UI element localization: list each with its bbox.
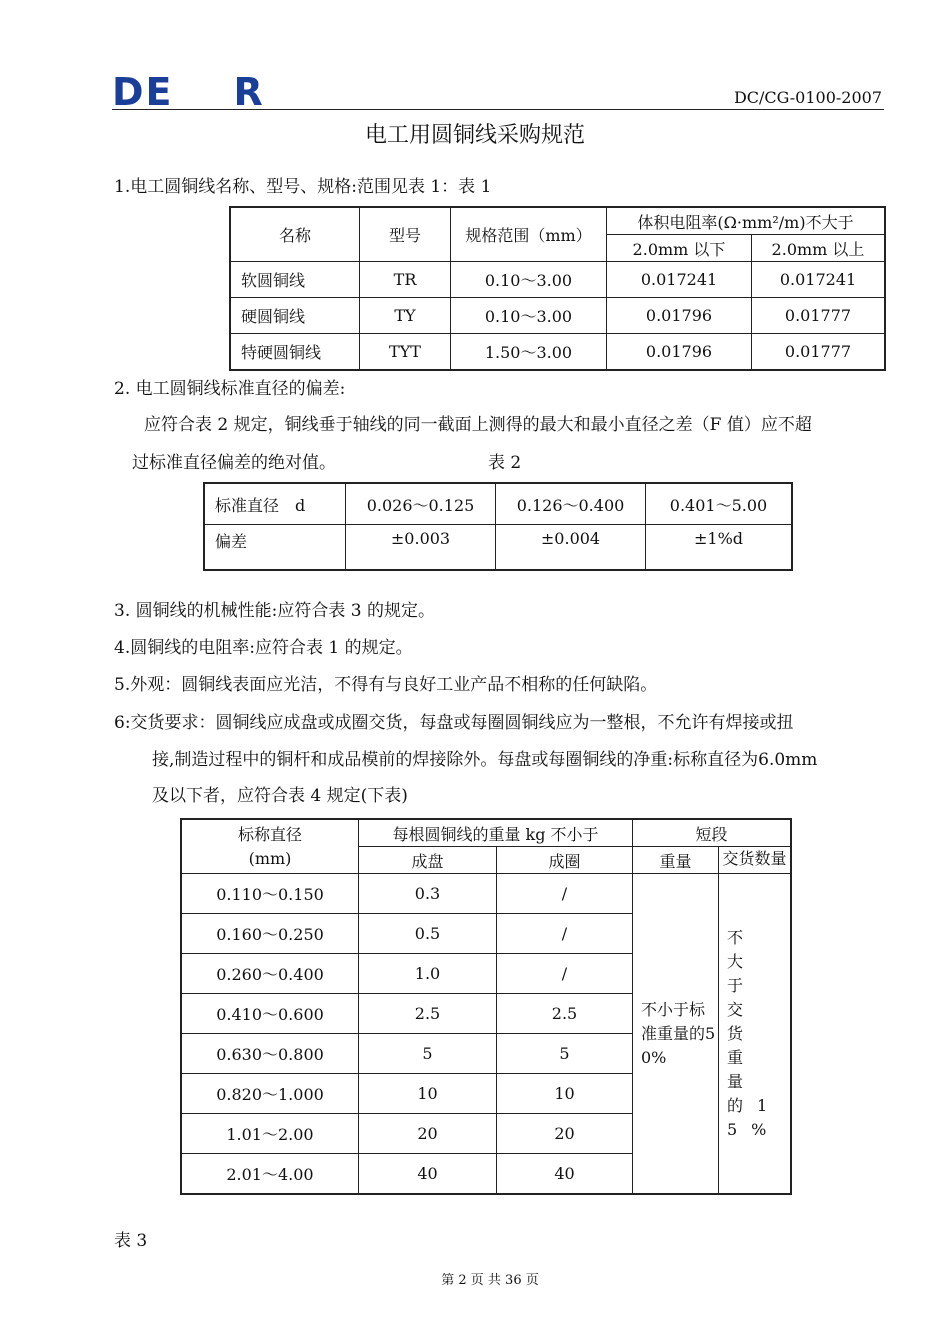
t1-cell-range: 1.50～3.00 — [451, 334, 607, 371]
t2-value-1: ±0.003 — [346, 525, 496, 571]
t4-header-short-qty: 交货数量 — [719, 847, 792, 874]
document-number: DC/CG-0100-2007 — [733, 88, 882, 107]
t4-header-short-weight: 重量 — [633, 847, 719, 874]
t4-cell-diameter: 0.260～0.400 — [181, 954, 359, 994]
t1-cell-name: 软圆铜线 — [230, 262, 360, 298]
table-2-label: 表 2 — [488, 453, 522, 473]
table-3-label: 表 3 — [114, 1231, 148, 1251]
t2-col-3: 0.401～5.00 — [646, 483, 793, 525]
section-6-line-3: 及以下者，应符合表 4 规定(下表) — [152, 786, 408, 806]
t4-header-weight: 每根圆铜线的重量 kg 不小于 — [359, 819, 633, 847]
document-title: 电工用圆铜线采购规范 — [364, 123, 585, 148]
t1-cell-above: 0.017241 — [752, 262, 886, 298]
t4-cell-coil: 5 — [359, 1034, 497, 1074]
t1-header-name: 名称 — [230, 207, 360, 262]
t1-cell-range: 0.10～3.00 — [451, 298, 607, 334]
t4-header-diameter-unit: (mm) — [248, 848, 292, 868]
t2-value-3: ±1%d — [646, 525, 793, 571]
t1-cell-range: 0.10～3.00 — [451, 262, 607, 298]
t4-cell-diameter: 1.01～2.00 — [181, 1114, 359, 1154]
t1-header-below: 2.0mm 以下 — [607, 235, 752, 262]
t4-cell-diameter: 0.820～1.000 — [181, 1074, 359, 1114]
section-5-text: 5.外观：圆铜线表面应光洁，不得有与良好工业产品不相称的任何缺陷。 — [114, 675, 658, 695]
table-4 — [180, 818, 792, 1195]
t4-cell-coil: 20 — [359, 1114, 497, 1154]
page-footer: 第 2 页 共 36 页 — [441, 1273, 539, 1288]
t4-cell-ring: / — [497, 874, 633, 914]
t4-cell-ring: 10 — [497, 1074, 633, 1114]
section-2-body-2: 过标准直径偏差的绝对值。 — [132, 453, 336, 473]
t1-header-range: 规格范围（mm） — [451, 207, 607, 262]
t1-cell-above: 0.01777 — [752, 334, 886, 371]
t4-cell-coil: 0.5 — [359, 914, 497, 954]
t4-header-diameter — [181, 819, 359, 874]
t2-header-label: 标准直径 d — [204, 483, 346, 525]
t1-cell-model: TY — [360, 298, 451, 334]
t2-col-2: 0.126～0.400 — [496, 483, 646, 525]
t2-row-label: 偏差 — [204, 525, 346, 571]
t1-cell-above: 0.01777 — [752, 298, 886, 334]
t4-header-coil: 成盘 — [359, 847, 497, 874]
table-2 — [203, 482, 793, 571]
t4-cell-ring: 20 — [497, 1114, 633, 1154]
t4-cell-ring: 2.5 — [497, 994, 633, 1034]
t4-cell-coil: 40 — [359, 1154, 497, 1195]
section-6-line-2: 接,制造过程中的铜杆和成品模前的焊接除外。每盘或每圈铜线的净重:标称直径为6.0mm — [152, 750, 818, 770]
t4-cell-coil: 10 — [359, 1074, 497, 1114]
t4-cell-diameter: 0.630～0.800 — [181, 1034, 359, 1074]
t4-cell-diameter: 0.110～0.150 — [181, 874, 359, 914]
t4-cell-coil: 2.5 — [359, 994, 497, 1034]
t4-cell-coil: 0.3 — [359, 874, 497, 914]
t4-cell-ring: 5 — [497, 1034, 633, 1074]
t1-cell-below: 0.01796 — [607, 298, 752, 334]
t1-cell-model: TYT — [360, 334, 451, 371]
t1-cell-name: 特硬圆铜线 — [230, 334, 360, 371]
table-row — [181, 874, 791, 914]
t4-header-diameter-label: 标称直径 — [237, 824, 302, 844]
t2-col-1: 0.026～0.125 — [346, 483, 496, 525]
section-2-heading: 2. 电工圆铜线标准直径的偏差: — [114, 379, 346, 399]
t1-cell-model: TR — [360, 262, 451, 298]
t4-cell-ring: / — [497, 954, 633, 994]
t4-cell-diameter: 2.01～4.00 — [181, 1154, 359, 1195]
section-4-text: 4.圆铜线的电阻率:应符合表 1 的规定。 — [114, 638, 413, 658]
section-3-text: 3. 圆铜线的机械性能:应符合表 3 的规定。 — [114, 601, 435, 621]
t4-cell-coil: 1.0 — [359, 954, 497, 994]
table-row — [230, 298, 885, 334]
t1-cell-below: 0.01796 — [607, 334, 752, 371]
company-logo — [112, 70, 265, 114]
section-1-text: 1.电工圆铜线名称、型号、规格:范围见表 1：表 1 — [114, 177, 492, 197]
t4-short-weight-text: 不小于标准重量的50% — [633, 874, 719, 1195]
t4-header-short: 短段 — [633, 819, 792, 847]
t4-header-ring: 成圈 — [497, 847, 633, 874]
table-1 — [229, 206, 886, 371]
table-row — [230, 334, 885, 371]
t4-cell-ring: / — [497, 914, 633, 954]
t2-value-2: ±0.004 — [496, 525, 646, 571]
t1-header-model: 型号 — [360, 207, 451, 262]
logo-right-text: R — [233, 70, 265, 114]
t1-cell-below: 0.017241 — [607, 262, 752, 298]
section-6-line-1: 6:交货要求：圆铜线应成盘或成圈交货，每盘或每圈圆铜线应为一整根，不允许有焊接或扭 — [114, 713, 794, 733]
header-divider — [112, 109, 884, 110]
logo-left-text: DE — [112, 70, 174, 114]
t1-header-resistivity: 体积电阻率(Ω·mm²/m)不大于 — [607, 207, 886, 235]
t4-cell-diameter: 0.160～0.250 — [181, 914, 359, 954]
t1-cell-name: 硬圆铜线 — [230, 298, 360, 334]
table-row — [230, 262, 885, 298]
section-2-body-1: 应符合表 2 规定，铜线垂于轴线的同一截面上测得的最大和最小直径之差（F 值）应不超 — [144, 415, 812, 435]
t4-short-qty-text: 不大于交货重量的15% — [719, 874, 792, 1195]
t4-cell-ring: 40 — [497, 1154, 633, 1195]
t4-cell-diameter: 0.410～0.600 — [181, 994, 359, 1034]
t1-header-above: 2.0mm 以上 — [752, 235, 886, 262]
